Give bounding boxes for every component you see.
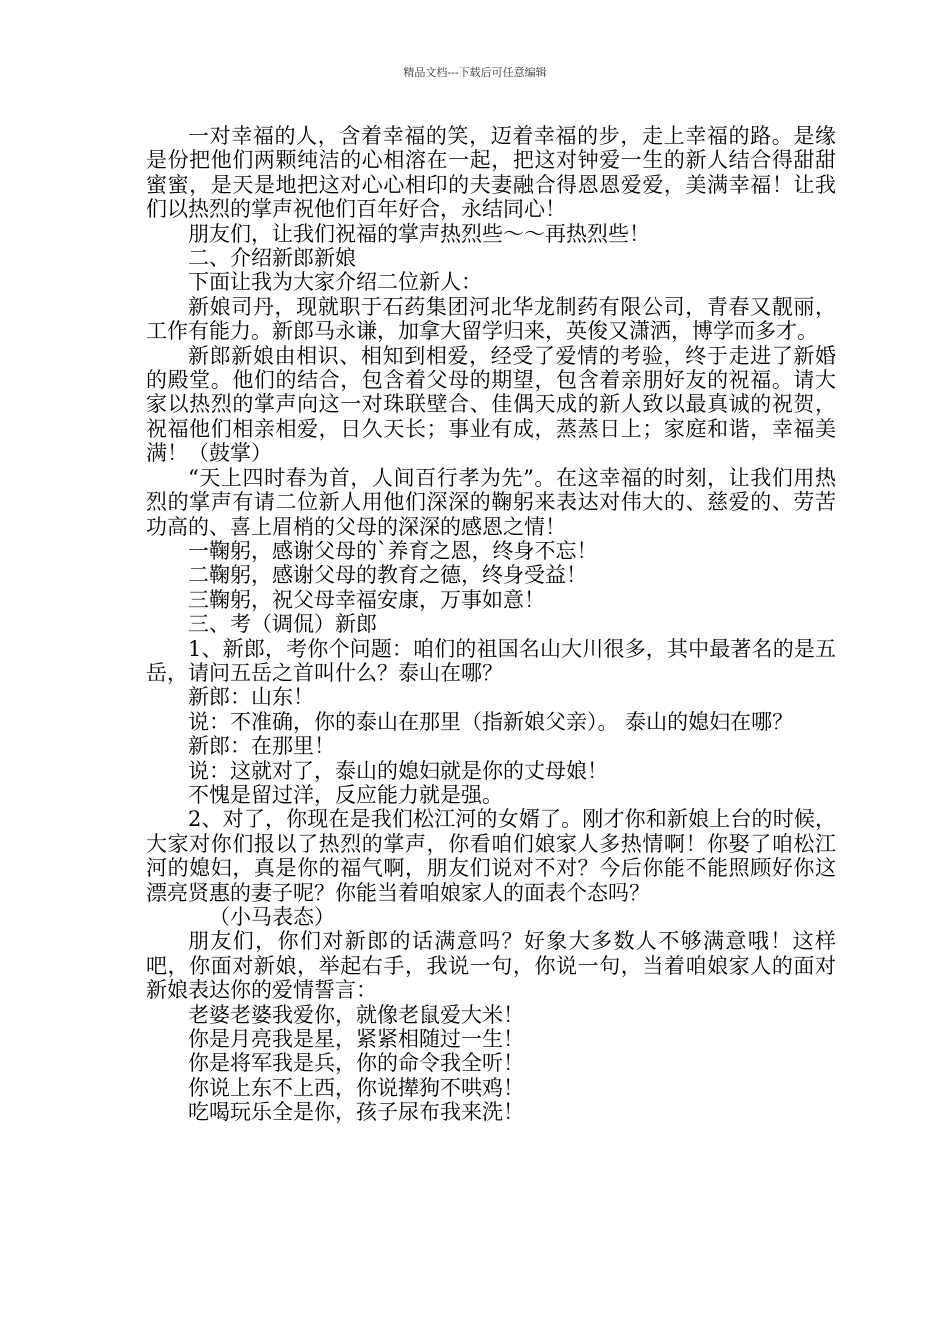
paragraph-blessing: 新郎新娘由相识、相知到相爱，经受了爱情的考验，终于走进了新婚的殿堂。他们的结合，包含着父母的期望，包含着亲朋好友的祝福。请大家以热烈的掌声向这一对珠联壁合、佳偶天成的新人致以最真诚的祝贺，祝福他们相亲相爱，日久天长；事业有成，蒸蒸日上；家庭和谐，幸福美满！（鼓掌） <box>146 343 836 466</box>
paragraph-groom-answer-1: 新郎：山东！ <box>188 685 314 710</box>
paragraph-host-reply-2: 说：这就对了，泰山的媳妇就是你的丈母娘！ <box>188 758 608 783</box>
paragraph-vow-1: 老婆老婆我爱你，就像老鼠爱大米！ <box>188 1002 524 1027</box>
paragraph-vow-3: 你是将军我是兵，你的命令我全听！ <box>188 1051 524 1076</box>
section-heading-introduce: 二、介绍新郎新娘 <box>188 246 356 271</box>
paragraph-intro-lead: 下面让我为大家介绍二位新人： <box>188 270 482 295</box>
paragraph-filial-piety: “天上四时春为首，人间百行孝为先”。在这幸福的时刻，让我们用热烈的掌声有请二位新人用他们深深的鞠躬来表达对伟大的、慈爱的、劳苦功高的、喜上眉梢的父母的深深的感恩之情！ <box>146 465 836 539</box>
paragraph-vow-lead: 朋友们，你们对新郎的话满意吗？好象大多数人不够满意哦！这样吧，你面对新娘，举起右手，我说一句，你说一句，当着咱娘家人的面对新娘表达你的爱情誓言： <box>146 929 836 1003</box>
paragraph-host-praise: 不愧是留过洋，反应能力就是强。 <box>188 782 503 807</box>
paragraph-opening: 一对幸福的人，含着幸福的笑，迈着幸福的步，走上幸福的路。是缘是份把他们两颗纯洁的心相溶在一起，把这对钟爱一生的新人结合得甜甜蜜蜜，是天是地把这对心心相印的夫妻融合得恩恩爱爱，美满幸福！让我们以热烈的掌声祝他们百年好合，永结同心！ <box>146 124 836 222</box>
paragraph-question-2: 2、对了，你现在是我们松江河的女婿了。刚才你和新娘上台的时候，大家对你们报以了热烈的掌声，你看咱们娘家人多热情啊！你娶了咱松江河的媳妇，真是你的福气啊，朋友们说对不对？今后你能不能照顾好你这漂亮贤惠的妻子呢？你能当着咱娘家人的面表个态吗？ <box>146 807 836 905</box>
paragraph-bride-groom: 新娘司丹，现就职于石药集团河北华龙制药有限公司，青春又靓丽，工作有能力。新郎马永谦，加拿大留学归来，英俊又潇洒，博学而多才。 <box>146 294 836 344</box>
paragraph-stage-direction: （小马表态） <box>209 905 335 929</box>
paragraph-host-reply-1: 说：不准确，你的泰山在那里（指新娘父亲）。 泰山的媳妇在哪？ <box>188 709 794 734</box>
section-heading-tease: 三、考（调侃）新郎 <box>188 612 377 637</box>
page-header: 精品文档---下载后可任意编辑 <box>403 66 547 79</box>
paragraph-applause: 朋友们，让我们祝福的掌声热烈些～～再热烈些！ <box>188 221 650 246</box>
paragraph-groom-answer-2: 新郎：在那里！ <box>188 734 335 759</box>
paragraph-bow-1: 一鞠躬，感谢父母的`养育之恩，终身不忘！ <box>188 538 598 563</box>
paragraph-question-1: 1、新郎，考你个问题：咱们的祖国名山大川很多，其中最著名的是五岳，请问五岳之首叫什么？泰山在哪？ <box>146 636 836 685</box>
paragraph-bow-3: 三鞠躬，祝父母幸福安康，万事如意！ <box>188 587 545 612</box>
paragraph-vow-5: 吃喝玩乐全是你，孩子尿布我来洗！ <box>188 1100 524 1125</box>
paragraph-bow-2: 二鞠躬，感谢父母的教育之德，终身受益！ <box>188 563 587 588</box>
document-body <box>146 124 836 1125</box>
paragraph-vow-4: 你说上东不上西，你说撵狗不哄鸡！ <box>188 1075 524 1100</box>
paragraph-vow-2: 你是月亮我是星，紧紧相随过一生！ <box>188 1027 524 1052</box>
